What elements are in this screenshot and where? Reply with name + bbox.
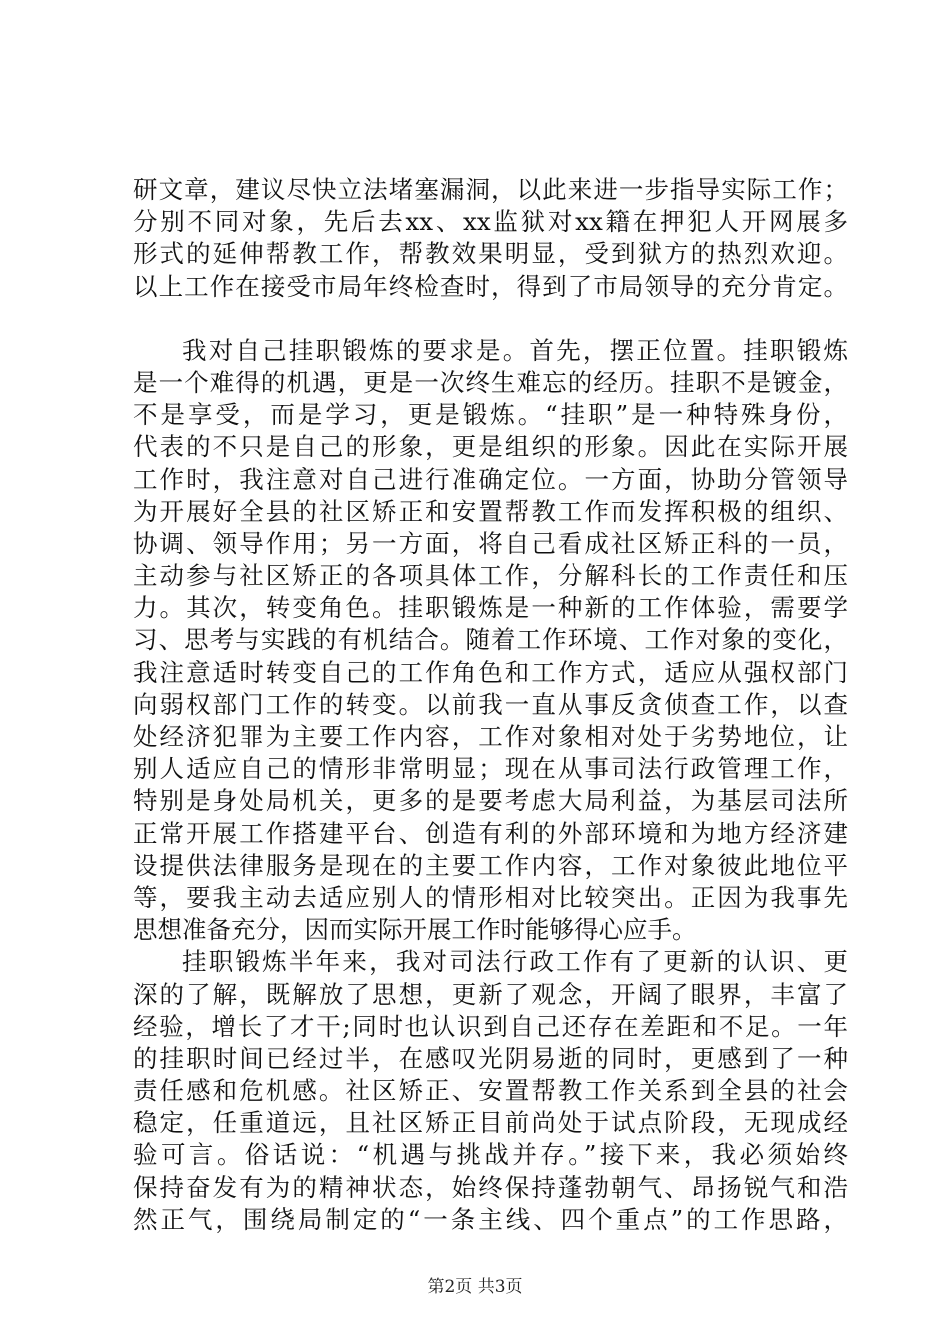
text-line: 分别不同对象，先后去xx、xx监狱对xx籍在押犯人开网展多 [133,207,848,237]
text-line: 验可言。俗话说：“机遇与挑战并存。”接下来，我必须始终 [133,1140,848,1170]
text-line: 设提供法律服务是现在的主要工作内容，工作对象彼此地位平 [133,850,848,880]
paragraph-3 [133,946,848,1236]
text-line: 力。其次，转变角色。挂职锻炼是一种新的工作体验，需要学 [133,593,848,623]
text-line: 习、思考与实践的有机结合。随着工作环境、工作对象的变化， [133,625,848,655]
text-line: 深的了解，既解放了思想，更新了观念，开阔了眼界，丰富了 [133,979,848,1009]
text-line: 思想准备充分，因而实际开展工作时能够得心应手。 [133,915,697,945]
page-number-footer: 第2页 共3页 [427,1277,523,1297]
text-line: 代表的不只是自己的形象，更是组织的形象。因此在实际开展 [133,432,848,462]
text-line: 稳定，任重道远，且社区矫正目前尚处于试点阶段，无现成经 [133,1108,848,1138]
text-line: 保持奋发有为的精神状态，始终保持蓬勃朝气、昂扬锐气和浩 [133,1172,848,1202]
text-line: 处经济犯罪为主要工作内容，工作对象相对处于劣势地位，让 [133,722,848,751]
text-line: 的挂职时间已经过半，在感叹光阴易逝的同时，更感到了一种 [133,1043,848,1073]
text-line: 不是享受，而是学习，更是锻炼。“挂职”是一种特殊身份， [133,400,848,430]
text-line: 别人适应自己的情形非常明显；现在从事司法行政管理工作， [133,754,848,784]
text-line: 向弱权部门工作的转变。以前我一直从事反贪侦查工作，以查 [133,689,848,719]
text-line: 经验，增长了才干;同时也认识到自己还存在差距和不足。一年 [133,1011,848,1041]
paragraph-1 [133,174,848,303]
text-line: 为开展好全县的社区矫正和安置帮教工作而发挥积极的组织、 [133,496,848,526]
text-line: 我注意适时转变自己的工作角色和工作方式，适应从强权部门 [133,657,848,687]
text-line: 等，要我主动去适应别人的情形相对比较突出。正因为我事先 [133,882,848,912]
text-line: 工作时，我注意对自己进行准确定位。一方面，协助分管领导 [133,464,848,494]
text-line: 以上工作在接受市局年终检查时，得到了市局领导的充分肯定。 [133,271,848,301]
text-line: 然正气，围绕局制定的“一条主线、四个重点”的工作思路， [133,1204,848,1234]
text-line: 研文章，建议尽快立法堵塞漏洞，以此来进一步指导实际工作； [133,175,848,204]
text-line: 挂职锻炼半年来，我对司法行政工作有了更新的认识、更 [182,947,848,977]
text-line: 是一个难得的机遇，更是一次终生难忘的经历。挂职不是镀金， [133,367,848,397]
text-line: 主动参与社区矫正的各项具体工作，分解科长的工作责任和压 [133,561,848,591]
paragraph-gap [133,303,848,335]
paragraph-2 [133,335,848,947]
text-line: 正常开展工作搭建平台、创造有利的外部环境和为地方经济建 [133,818,848,848]
text-line: 特别是身处局机关，更多的是要考虑大局利益，为基层司法所 [133,786,848,816]
text-line: 责任感和危机感。社区矫正、安置帮教工作关系到全县的社会 [133,1076,848,1106]
document-body [133,174,848,1236]
text-line: 形式的延伸帮教工作，帮教效果明显，受到狱方的热烈欢迎。 [133,239,848,269]
text-line: 协调、领导作用；另一方面，将自己看成社区矫正科的一员， [133,528,848,558]
text-line: 我对自己挂职锻炼的要求是。首先，摆正位置。挂职锻炼 [182,335,848,365]
